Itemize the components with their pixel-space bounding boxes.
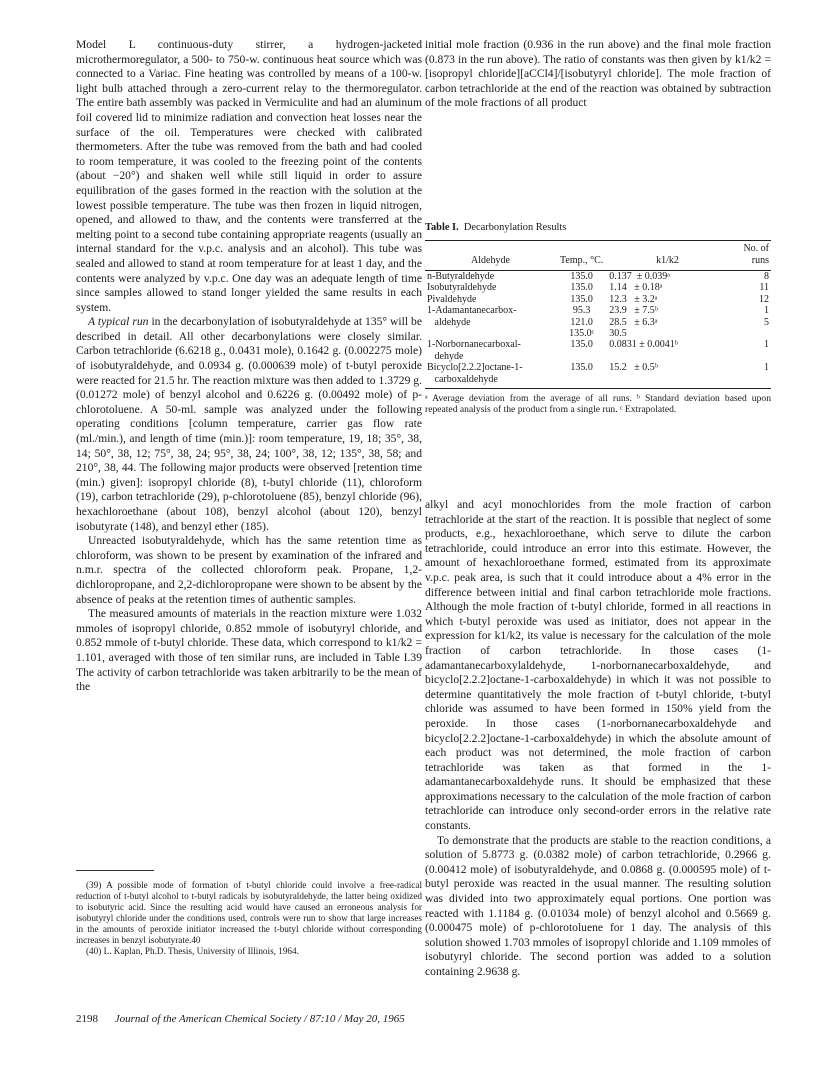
- table-title-text: Decarbonylation Results: [463, 222, 567, 233]
- cell-temp: 135.0: [570, 293, 593, 305]
- table-row: [425, 328, 771, 339]
- cell-temp: 135.0: [570, 339, 593, 351]
- cell-aldehyde: [425, 328, 556, 339]
- cell-runs: [728, 374, 771, 385]
- footnote-39: (39) A possible mode of formation of t-butyl chloride could involve a free-radical reduction of t-butyl alcohol to t-butyl radicals by isobutyraldehyde, the latter being oxidized to isobutyric acid. Since the resulting acid would have caused an erroneous analysis for isobutyryl chloride under the conditions used, controls were run to show that large increases in the amounts of peroxide initiator increased the t-butyl chloride without corresponding increases in benzyl isobutyrate.40: [76, 880, 422, 945]
- cell-ratio: 1.14 ± 0.18ᵃ: [609, 282, 663, 294]
- cell-runs: [728, 351, 771, 362]
- cell-aldehyde: 1-Norbornanecarboxal-: [427, 339, 521, 351]
- cell-aldehyde: Bicyclo[2.2.2]octane-1-: [427, 362, 523, 374]
- cell-runs: 8: [764, 271, 769, 282]
- cell-aldehyde: aldehyde: [427, 316, 471, 328]
- right-paragraph-top: initial mole fraction (0.936 in the run above) and the final mole fraction (0.873 in the run above). The ratio of constants was then given by k1/k2 = [isopropyl chloride][aCCl4]/[isobutyryl chloride]. The mole fraction of carbon tetrachloride at the end of the reaction was obtained by subtraction of the mole fractions of all product: [425, 38, 771, 110]
- table-row: [425, 351, 771, 362]
- table-1: [425, 222, 771, 416]
- table-title-label: Table I.: [425, 222, 459, 233]
- cell-temp: 135.0: [570, 282, 593, 294]
- left-paragraph-1: Model L continuous-duty stirrer, a hydrogen-jacketed microthermoregulator, a 500- to 750-w. continuous heat source which was connected to a Variac. Fine heating was controlled by means of a 100-w. light bulb attached through a zero-current relay to the thermoregulator. The entire bath assembly was packed in Vermiculite and had an aluminum foil covered lid to minimize radiation and convection heat losses near the surface of the oil. Temperatures were checked with calibrated thermometers. After the tube was removed from the bath and had cooled to room temperature, it was cooled to the freezing point of the contents (about −20°) and shaken well while still liquid in order to assure equilibration of the gases formed in the reaction with the solution at the lowest possible temperature. The tube was then frozen in liquid nitrogen, opened, and allowed to thaw, and the contents were transferred at the melting point to a second tube containing appropriate reagents (usually an internal standard for the v.p.c. analysis and an alcohol). This tube was sealed and allowed to stand at room temperature for at least 1 day, and the contents were analyzed by v.p.c. One day was an adequate length of time since samples allowed to stand longer yielded the same results in each system.: [76, 38, 422, 314]
- right-paragraph-1: alkyl and acyl monochlorides from the mole fraction of carbon tetrachloride at the start of the reaction. It is possible that neglect of some products, e.g., hexachloroethane, which serve to dilute the carbon tetrachloride, could introduce an error into this estimate. However, the amount of hexachloroethane formed, estimated from its approximate v.p.c. peak area, is such that it could introduce about a 4% error in the difference between initial and final carbon tetrachloride mole fractions. Although the mole fraction of t-butyl chloride, formed in all reactions in which t-butyl peroxide was used as initiator, does not appear in the expression for k1/k2, its value is necessary for the calculation of the mole fraction of carbon tetrachloride. In those cases (1-adamantanecarboxylaldehyde, 1-norbornanecarboxaldehyde, and bicyclo[2.2.2]octane-1-carboxaldehyde) in which it was not possible to determine quantitatively the mole fraction of t-butyl chloride, t-butyl chloride was assumed to have been formed in 150% yield from the peroxide. In those cases (1-norbornanecarboxaldehyde and bicyclo[2.2.2]octane-1-carboxaldehyde) in which the absolute amount of each product was not determined, the mole fraction of carbon tetrachloride was taken as that formed in the 1-adamantanecarboxaldehyde runs. It should be emphasized that these approximations necessary to the calculation of the mole fraction of carbon tetrachloride can introduce only second-order errors in the relative rate constants.: [425, 498, 771, 833]
- cell-temp: 95.3: [572, 305, 591, 317]
- cell-runs: 1: [764, 305, 769, 317]
- cell-ratio: 28.5 ± 6.3ᵃ: [609, 316, 658, 328]
- right-paragraph-2: To demonstrate that the products are stable to the reaction conditions, a solution of 5.8773 g. (0.0382 mole) of carbon tetrachloride, 0.2966 g. (0.00412 mole) of isobutyraldehyde, and 0.0868 g. (0.000595 mole) of t-butyl peroxide was reacted in the usual manner. The resulting solution was divided into two approximately equal portions. One portion was reacted with 1.1184 g. (0.01034 mole) of benzyl alcohol and 0.5669 g. (0.000475 mole) of p-chlorotoluene for 1 day. The analysis of this solution showed 1.703 mmoles of isopropyl chloride and 1.109 mmoles of isobutyryl chloride. The second portion was added to a solution containing 2.9638 g.: [425, 833, 771, 978]
- cell-aldehyde: n-Butyraldehyde: [427, 271, 495, 282]
- page-number: 2198: [76, 1013, 98, 1025]
- table-title: [425, 222, 771, 234]
- footnotes: [76, 880, 422, 957]
- cell-ratio: 30.5: [609, 328, 627, 340]
- cell-temp: [556, 351, 607, 362]
- cell-runs: 1: [764, 362, 769, 374]
- journal-citation: Journal of the American Chemical Society / 87:10 / May 20, 1965: [114, 1013, 405, 1025]
- cell-aldehyde: carboxaldehyde: [427, 373, 498, 385]
- cell-aldehyde: Isobutyraldehyde: [427, 282, 497, 294]
- cell-aldehyde: Pivaldehyde: [427, 293, 477, 305]
- left-paragraph-2-text: in the decarbonylation of isobutyraldehyde at 135° will be described in detail. All other decarbonylations were closely similar. Carbon tetrachloride (6.6218 g., 0.0431 mole), 0.1642 g. (0.002275 mole) of isobutyraldehyde, and 0.0934 g. (0.000639 mole) of t-butyl peroxide were reacted for 21.5 hr. The reaction mixture was then added to 1.3729 g. (0.01272 mole) of benzyl alcohol and 0.6226 g. (0.00492 mole) of p-chlorotoluene. A 50-ml. sample was analyzed under the following operating conditions [column temperature, carrier gas flow rate (ml./min.), and length of time (min.)]: room temperature, 19, 18; 35°, 38, 14; 50°, 38, 12; 75°, 38, 24; 95°, 38, 24; 100°, 38, 12; 135°, 38, 58; and 210°, 38, 44. The following major products were observed [retention time (min.) given]: isopropyl chloride (8), t-butyl chloride (11), chloroform (19), carbon tetrachloride (29), p-chlorotoluene (85), benzyl chloride (96), hexachloroethane (about 108), benzyl alcohol (about 120), benzyl isobutyrate (148), and benzyl ether (185).: [76, 315, 422, 533]
- running-footer: [76, 1013, 776, 1025]
- cell-runs: 5: [764, 316, 769, 328]
- cell-ratio: [607, 351, 727, 362]
- header-aldehyde: Aldehyde: [471, 255, 510, 266]
- cell-ratio: 12.3 ± 3.2ᵃ: [609, 293, 658, 305]
- table-row: [425, 362, 771, 373]
- cell-temp: 135.0: [570, 362, 593, 374]
- table-row: [425, 374, 771, 385]
- cell-ratio: 23.9 ± 7.5ᵇ: [609, 305, 658, 317]
- table-row: [425, 317, 771, 328]
- cell-runs: 1: [764, 339, 769, 351]
- table-bottom-rule: [425, 388, 771, 389]
- table-row: [425, 294, 771, 305]
- cell-aldehyde: dehyde: [427, 350, 464, 362]
- cell-temp: [556, 374, 607, 385]
- cell-temp: 135.0: [570, 271, 593, 282]
- cell-ratio: 0.137 ± 0.039ᵃ: [609, 271, 671, 282]
- left-column: [76, 38, 422, 695]
- table-row: [425, 305, 771, 316]
- cell-aldehyde: 1-Adamantanecarbox-: [427, 305, 517, 317]
- footnote-divider: [76, 870, 154, 871]
- table-body: [425, 271, 771, 385]
- cell-runs: 12: [759, 293, 769, 305]
- table-footnote: ᵃ Average deviation from the average of all runs. ᵇ Standard deviation based upon repeated analysis of the product from a single run. ᶜ Extrapolated.: [425, 393, 771, 416]
- header-ratio: k1/k2: [656, 255, 679, 266]
- results-table: [425, 241, 771, 385]
- cell-temp: 135.0ᶜ: [569, 328, 595, 340]
- typical-run-lead: A typical run: [88, 315, 149, 329]
- left-paragraph-2: [76, 315, 422, 534]
- left-paragraph-3: Unreacted isobutyraldehyde, which has the same retention time as chloroform, was shown to be present by examination of the infrared and n.m.r. spectra of the collected chloroform peak. Propane, 1,2-dichloropropane, and 2,2-dichloropropane were shown to be absent by the absence of peaks at the retention times of authentic samples.: [76, 534, 422, 606]
- header-temp: Temp., °C.: [559, 255, 604, 266]
- footnote-40: (40) L. Kaplan, Ph.D. Thesis, University of Illinois, 1964.: [86, 946, 299, 956]
- right-column-top: [425, 38, 771, 111]
- right-column-lower: [425, 498, 771, 980]
- header-runs: No. of runs: [743, 243, 769, 266]
- cell-runs: [728, 328, 771, 339]
- table-header-row: [425, 241, 771, 270]
- cell-ratio: 15.2 ± 0.5ᵇ: [609, 362, 658, 374]
- left-paragraph-4: The measured amounts of materials in the reaction mixture were 1.032 mmoles of isopropyl chloride, 0.852 mmole of isobutyryl chloride, and 0.852 mmole of t-butyl chloride. These data, which correspond to k1/k2 = 1.101, averaged with those of ten similar runs, are included in Table I.39 The activity of carbon tetrachloride was taken arbitrarily to be the mean of the: [76, 607, 422, 694]
- cell-ratio: [607, 374, 727, 385]
- cell-ratio: 0.0831 ± 0.0041ᵇ: [609, 339, 678, 351]
- table-row: [425, 339, 771, 350]
- table-row: [425, 282, 771, 293]
- cell-temp: 121.0: [570, 316, 593, 328]
- cell-runs: 11: [759, 282, 769, 294]
- table-row: [425, 271, 771, 282]
